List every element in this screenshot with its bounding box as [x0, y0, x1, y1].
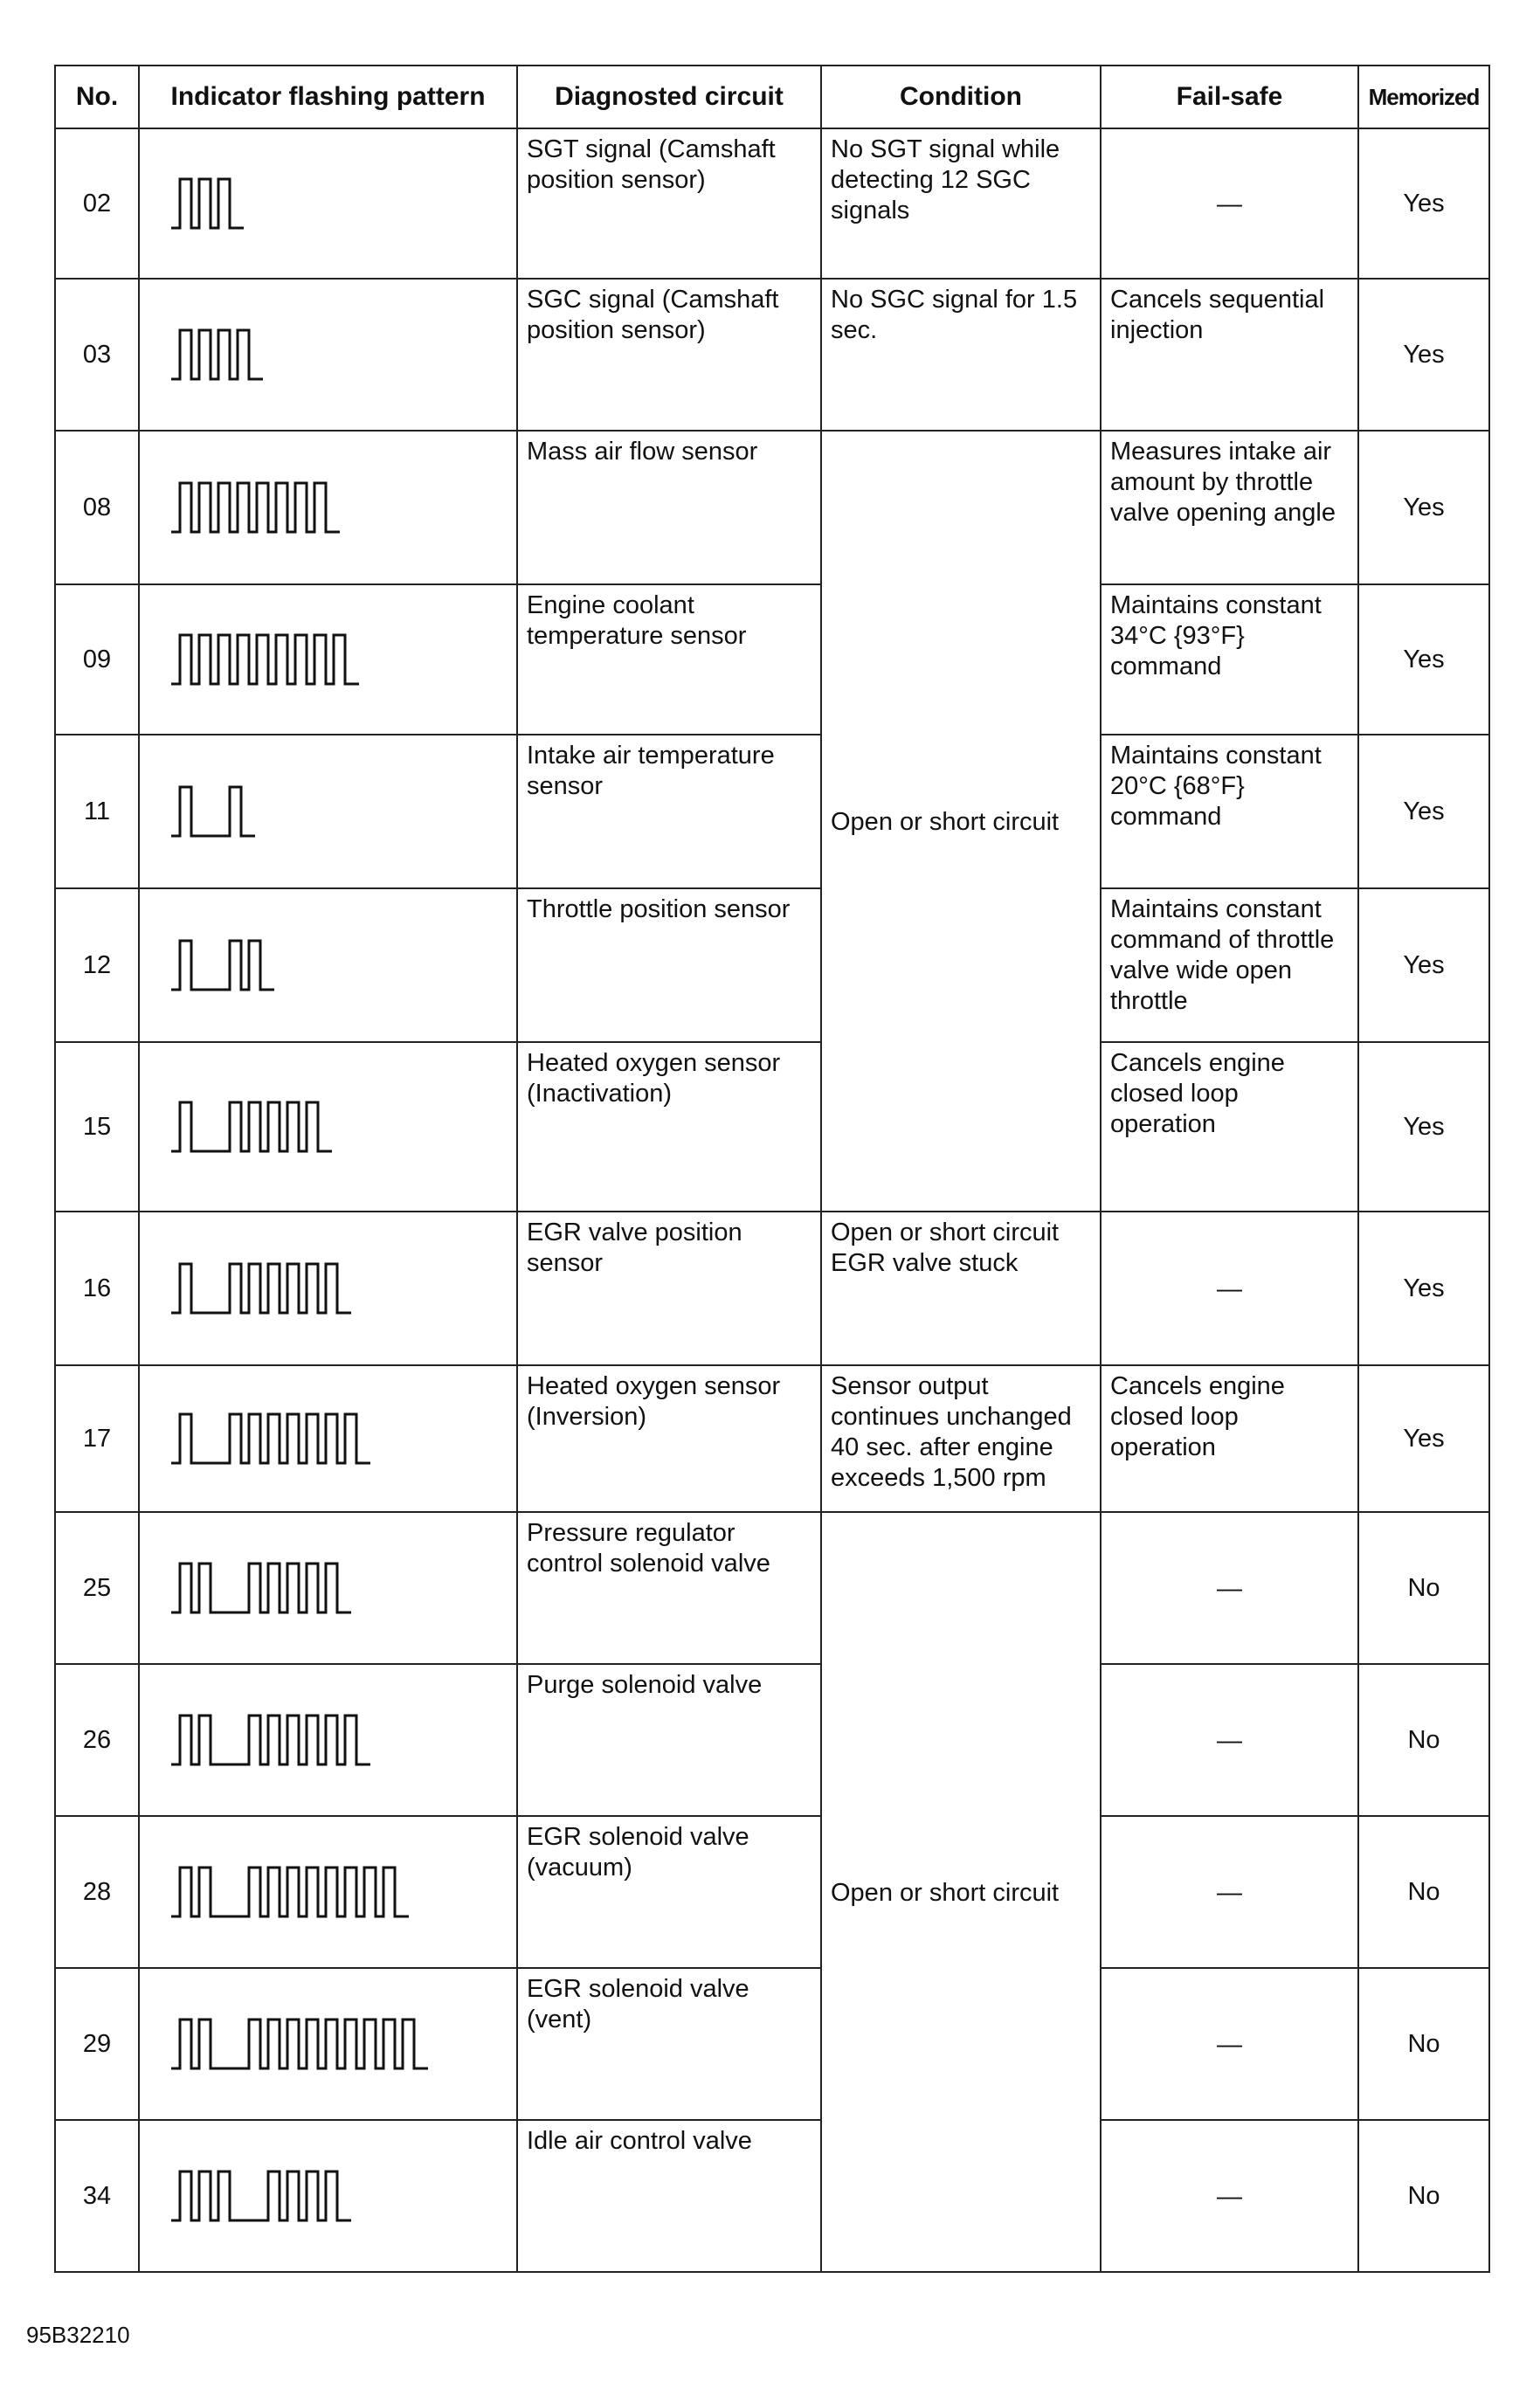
header-pattern: Indicator flashing pattern	[139, 66, 517, 128]
fail-safe: Maintains constant 34°C {93°F} command	[1101, 584, 1358, 735]
diagnosed-circuit: Pressure regulator control solenoid valve	[517, 1512, 821, 1664]
waveform-icon	[171, 1409, 372, 1468]
flashing-pattern	[139, 1664, 517, 1816]
code-number: 02	[55, 128, 139, 279]
waveform-icon	[171, 936, 276, 995]
memorized: Yes	[1358, 431, 1489, 584]
table-row	[55, 1664, 1489, 1816]
fail-safe: —	[1101, 2120, 1358, 2272]
flashing-pattern	[139, 888, 517, 1042]
memorized: No	[1358, 1664, 1489, 1816]
flashing-pattern	[139, 1816, 517, 1968]
fail-safe: Cancels engine closed loop operation	[1101, 1365, 1358, 1512]
waveform-icon	[171, 782, 257, 841]
fail-safe: Cancels engine closed loop operation	[1101, 1042, 1358, 1212]
table-row	[55, 431, 1489, 584]
memorized: Yes	[1358, 735, 1489, 888]
memorized: No	[1358, 1968, 1489, 2120]
table-row	[55, 1512, 1489, 1664]
memorized: Yes	[1358, 888, 1489, 1042]
memorized: No	[1358, 2120, 1489, 2272]
fail-safe: —	[1101, 1968, 1358, 2120]
flashing-pattern	[139, 1968, 517, 2120]
diagnosed-circuit: Throttle position sensor	[517, 888, 821, 1042]
waveform-icon	[171, 1558, 353, 1618]
memorized: Yes	[1358, 279, 1489, 431]
code-number: 26	[55, 1664, 139, 1816]
table-row	[55, 1816, 1489, 1968]
memorized: Yes	[1358, 1212, 1489, 1365]
table-row	[55, 128, 1489, 279]
code-number: 34	[55, 2120, 139, 2272]
diagnosed-circuit: Idle air control valve	[517, 2120, 821, 2272]
diagnostic-code-table	[54, 65, 1490, 2273]
header-circuit: Diagnosted circuit	[517, 66, 821, 128]
memorized: Yes	[1358, 584, 1489, 735]
code-number: 25	[55, 1512, 139, 1664]
header-failsafe: Fail-safe	[1101, 66, 1358, 128]
diagnosed-circuit: Purge solenoid valve	[517, 1664, 821, 1816]
flashing-pattern	[139, 431, 517, 584]
table-row	[55, 584, 1489, 735]
waveform-icon	[171, 1259, 353, 1318]
header-memorized: Memorized	[1358, 66, 1489, 128]
header-no: No.	[55, 66, 139, 128]
memorized: Yes	[1358, 1365, 1489, 1512]
condition: Open or short circuit	[821, 1512, 1101, 2272]
code-number: 29	[55, 1968, 139, 2120]
waveform-icon	[171, 630, 361, 689]
code-number: 15	[55, 1042, 139, 1212]
header-row	[55, 66, 1489, 128]
waveform-icon	[171, 174, 245, 233]
flashing-pattern	[139, 128, 517, 279]
table-row	[55, 1968, 1489, 2120]
table-body	[55, 128, 1489, 2272]
fail-safe: Maintains constant command of throttle valve wide open throttle	[1101, 888, 1358, 1042]
diagnosed-circuit: Heated oxygen sensor (Inactivation)	[517, 1042, 821, 1212]
code-number: 03	[55, 279, 139, 431]
diagnosed-circuit: Mass air flow sensor	[517, 431, 821, 584]
header-condition: Condition	[821, 66, 1101, 128]
table-row	[55, 1365, 1489, 1512]
table-row	[55, 1212, 1489, 1365]
waveform-icon	[171, 2014, 430, 2074]
diagnosed-circuit: SGT signal (Camshaft position sensor)	[517, 128, 821, 279]
diagnosed-circuit: EGR solenoid valve (vacuum)	[517, 1816, 821, 1968]
fail-safe: Maintains constant 20°C {68°F} command	[1101, 735, 1358, 888]
memorized: Yes	[1358, 1042, 1489, 1212]
table-row	[55, 735, 1489, 888]
flashing-pattern	[139, 735, 517, 888]
memorized: No	[1358, 1816, 1489, 1968]
fail-safe: —	[1101, 1816, 1358, 1968]
fail-safe: Measures intake air amount by throttle valve opening angle	[1101, 431, 1358, 584]
diagnosed-circuit: SGC signal (Camshaft position sensor)	[517, 279, 821, 431]
condition: Sensor output continues unchanged 40 sec. after engine exceeds 1,500 rpm	[821, 1365, 1101, 1512]
waveform-icon	[171, 1097, 334, 1157]
condition: No SGC signal for 1.5 sec.	[821, 279, 1101, 431]
diagnosed-circuit: EGR valve position sensor	[517, 1212, 821, 1365]
code-number: 11	[55, 735, 139, 888]
condition: Open or short circuit EGR valve stuck	[821, 1212, 1101, 1365]
fail-safe: —	[1101, 128, 1358, 279]
code-number: 28	[55, 1816, 139, 1968]
flashing-pattern	[139, 584, 517, 735]
code-number: 16	[55, 1212, 139, 1365]
table-row	[55, 279, 1489, 431]
memorized: Yes	[1358, 128, 1489, 279]
diagnosed-circuit: Intake air temperature sensor	[517, 735, 821, 888]
flashing-pattern	[139, 1042, 517, 1212]
waveform-icon	[171, 1710, 372, 1770]
code-number: 08	[55, 431, 139, 584]
flashing-pattern	[139, 1512, 517, 1664]
condition: No SGT signal while detecting 12 SGC signals	[821, 128, 1101, 279]
flashing-pattern	[139, 2120, 517, 2272]
diagnosed-circuit: Heated oxygen sensor (Inversion)	[517, 1365, 821, 1512]
table-row	[55, 1042, 1489, 1212]
table-row	[55, 2120, 1489, 2272]
code-number: 17	[55, 1365, 139, 1512]
flashing-pattern	[139, 1365, 517, 1512]
fail-safe: —	[1101, 1664, 1358, 1816]
diagnosed-circuit: Engine coolant temperature sensor	[517, 584, 821, 735]
flashing-pattern	[139, 279, 517, 431]
diagnosed-circuit: EGR solenoid valve (vent)	[517, 1968, 821, 2120]
table-row	[55, 888, 1489, 1042]
code-number: 09	[55, 584, 139, 735]
waveform-icon	[171, 478, 342, 537]
flashing-pattern	[139, 1212, 517, 1365]
fail-safe: —	[1101, 1512, 1358, 1664]
waveform-icon	[171, 325, 265, 384]
figure-code: 95B32210	[26, 2322, 130, 2348]
waveform-icon	[171, 2166, 353, 2226]
memorized: No	[1358, 1512, 1489, 1664]
fail-safe: —	[1101, 1212, 1358, 1365]
condition: Open or short circuit	[821, 431, 1101, 1212]
code-number: 12	[55, 888, 139, 1042]
waveform-icon	[171, 1862, 411, 1922]
fail-safe: Cancels sequential injection	[1101, 279, 1358, 431]
